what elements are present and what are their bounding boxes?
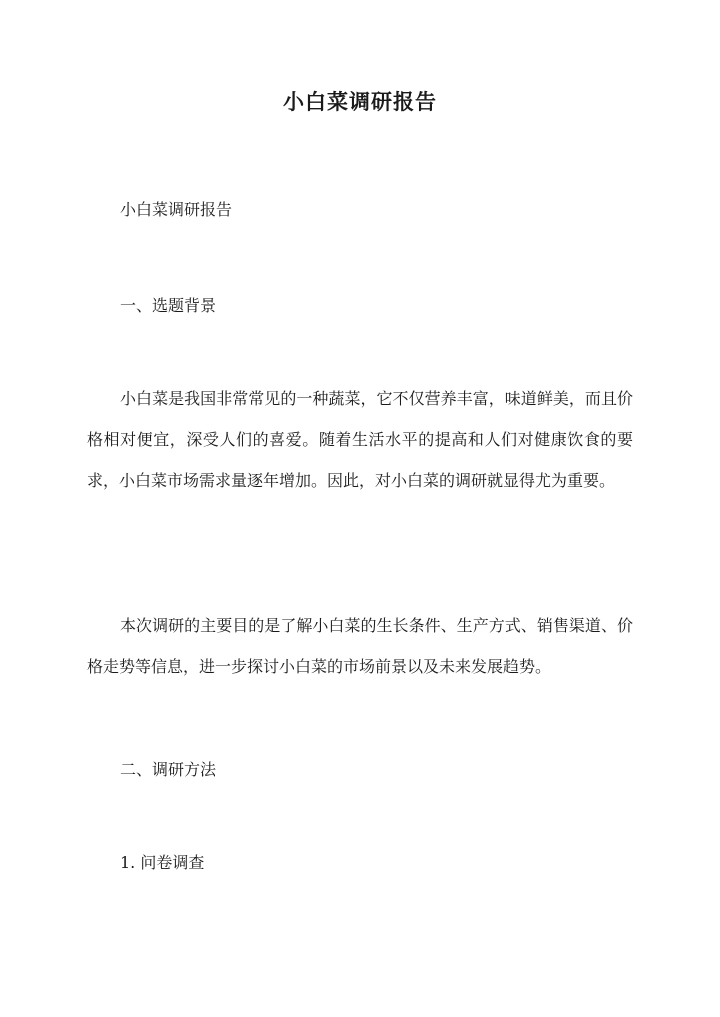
- subsection-heading-questionnaire: 1. 问卷调查: [120, 853, 205, 872]
- section-heading-methods: 二、调研方法: [120, 760, 217, 779]
- document-subtitle: 小白菜调研报告: [120, 200, 233, 219]
- section-heading-background: 一、选题背景: [120, 296, 217, 315]
- paragraph-background: 小白菜是我国非常常见的一种蔬菜，它不仅营养丰富，味道鲜美，而且价格相对便宜，深受人们的喜爱。随着生活水平的提高和人们对健康饮食的要求，小白菜市场需求量逐年增加。因此，对小白菜的调研就显得尤为重要。: [87, 389, 633, 490]
- paragraph-objective: 本次调研的主要目的是了解小白菜的生长条件、生产方式、销售渠道、价格走势等信息，进一步探讨小白菜的市场前景以及未来发展趋势。: [87, 616, 633, 676]
- document-title: 小白菜调研报告: [283, 89, 437, 114]
